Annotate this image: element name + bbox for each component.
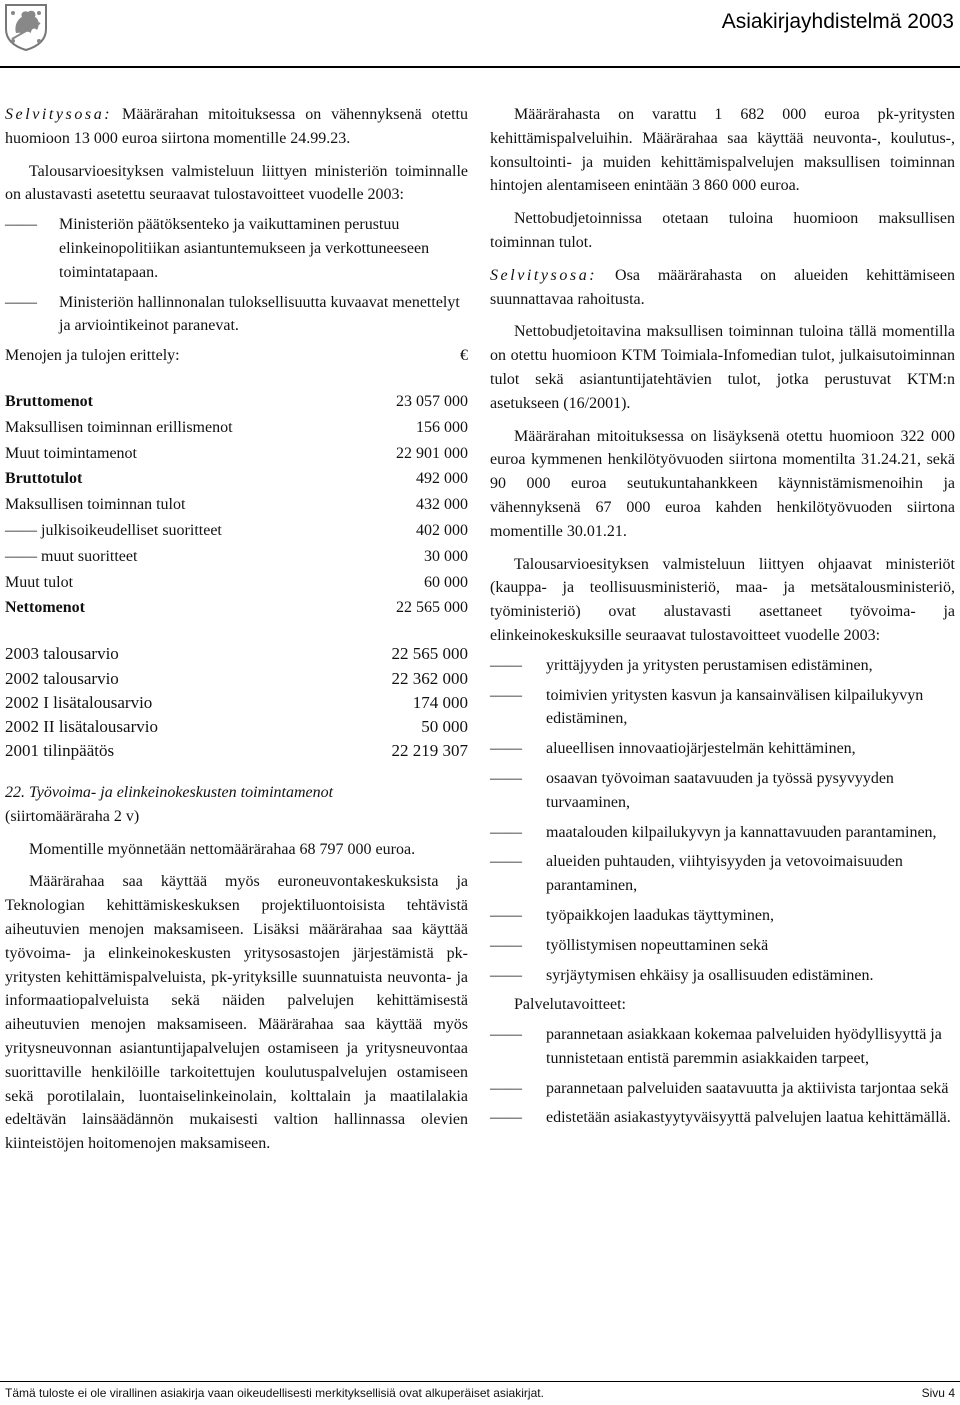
erittely-label: Bruttotulot bbox=[5, 470, 83, 488]
history-value: 50 000 bbox=[421, 716, 468, 736]
target-item: —— syrjäytymisen ehkäisy ja osallisuuden edistäminen. bbox=[490, 966, 874, 984]
target-item: —— työllistymisen nopeuttaminen sekä bbox=[490, 936, 769, 954]
service-target-item-text: edistetään asiakastyytyväisyyttä palvelujen laatua kehittämällä. bbox=[546, 1109, 951, 1127]
service-target-item: —— edistetään asiakastyytyväisyyttä palvelujen laatua kehittämällä. bbox=[490, 1109, 951, 1127]
goal-list bbox=[490, 654, 955, 994]
erittely-row bbox=[5, 442, 468, 468]
service-target-item-text: parannetaan asiakkaan kokemaa palveluiden hyödyllisyyttä ja tunnistetaan entistä paremmin asiakkaiden tarpeet, bbox=[546, 1026, 942, 1067]
coat-of-arms-logo bbox=[4, 3, 48, 51]
erittely-value: 22 565 000 bbox=[396, 599, 468, 617]
erittely-label: Muut tulot bbox=[5, 573, 74, 591]
erittely-value: 156 000 bbox=[416, 418, 468, 436]
goal-item: —— Ministeriön hallinnonalan tuloksellisuutta kuvaavat menettelyt ja arviointikeinot paranevat. bbox=[5, 293, 460, 335]
usage-paragraph: Määrärahaa saa käyttää myös euroneuvontakeskuksista ja Teknologian kehittämiskeskuksen projektiluontoisista tehtävistä aiheutuvien menojen maksamiseen. Lisäksi määrärahaa saa käyttää työvoima- ja elinkeinokeskusten yritysosastojen järjestämistä pk-yritysten kehittämispalveluista, pk-yrityksille suunnatuista neuvonta- ja informaatiopalveluista sekä näiden palvelujen kehittämisestä aiheutuvien menojen maksamiseen. Määrärahaa saa käyttää myös yritysneuvonnan asiantuntijapalvelujen ostamiseen ja yritysneuvontaa suorittaville henkilöille tarkoitettujen koulutuspalvelujen ostamiseen sekä porotilalain, luontaiselinkeinolain, kolttalain ja maatilalakia edeltävän lainsäädännön mukaisesti valtion hallinnassa olevien kiinteistöjen hoitomenojen maksamiseen. bbox=[5, 873, 468, 1153]
history-value: 22 565 000 bbox=[391, 644, 468, 664]
footer-disclaimer: Tämä tuloste ei ole virallinen asiakirja vaan oikeudellisesti merkityksellisiä ovat alkuperäiset asiakirjat. bbox=[5, 1386, 544, 1400]
selvitysosa-label: Selvitysosa: bbox=[5, 106, 113, 123]
selvitysosa-text: Määrärahan mitoituksessa on vähennyksenä otettu huomioon 13 000 euroa siirtona momentille 24.99.23. bbox=[5, 106, 468, 147]
erittely-label: Maksullisen toiminnan erillismenot bbox=[5, 418, 233, 436]
erittely-value: 60 000 bbox=[424, 573, 468, 591]
target-item-text: maatalouden kilpailukyvyn ja kannattavuuden parantaminen, bbox=[546, 823, 937, 841]
goal-item-text: Ministeriön hallinnonalan tuloksellisuutta kuvaavat menettelyt ja arviointikeinot paranevat. bbox=[59, 293, 460, 335]
page-header bbox=[0, 0, 960, 75]
erittely-row bbox=[5, 493, 468, 519]
appropriation-paragraph: Momentille myönnetään nettomäärärahaa 68 797 000 euroa. bbox=[29, 840, 416, 858]
erittely-row bbox=[5, 571, 468, 597]
target-item-text: työllistymisen nopeuttaminen sekä bbox=[546, 936, 769, 954]
palvelutavoitteet-title: Palvelutavoitteet: bbox=[514, 996, 626, 1014]
erittely-label: Nettomenot bbox=[5, 599, 85, 617]
document-title: Asiakirjayhdistelmä 2003 bbox=[721, 10, 954, 33]
selvitysosa-paragraph bbox=[5, 103, 468, 151]
erittely-value: 432 000 bbox=[416, 496, 468, 514]
reservation-paragraph: Määrärahasta on varattu 1 682 000 euroa pk-yritysten kehittämispalveluihin. Määrärahaa saa käyttää neuvonta-, koulutus-, konsultointi- ja muiden kehittämispalvelujen maksullisen toiminnan hintojen alentamiseen enintään 3 860 000 euroa. bbox=[490, 106, 955, 195]
target-item: —— yrittäjyyden ja yritysten perustamisen edistäminen, bbox=[490, 656, 873, 674]
erittely-row bbox=[5, 390, 468, 416]
section-title-text: 22. Työvoima- ja elinkeinokeskusten toimintamenot bbox=[5, 784, 334, 802]
history-label: 2002 II lisätalousarvio bbox=[5, 716, 158, 736]
tulostavoitteet-intro: Talousarvioesityksen valmisteluun liittyen ministeriön toiminnalle on alustavasti asetettu seuraavat tulostavoitteet vuodelle 2003: bbox=[5, 162, 468, 204]
service-target-item: —— parannetaan palveluiden saatavuutta ja aktiivista tarjontaa sekä bbox=[490, 1079, 949, 1097]
erittely-value: 402 000 bbox=[416, 521, 468, 539]
history-label: 2001 tilinpäätös bbox=[5, 741, 115, 761]
erittely-label: Maksullisen toiminnan tulot bbox=[5, 496, 186, 514]
erittely-value: 22 901 000 bbox=[396, 444, 468, 462]
erittely-row bbox=[5, 467, 468, 493]
target-item: —— alueiden puhtauden, viihtyisyyden ja vetovoimaisuuden parantaminen, bbox=[490, 853, 903, 895]
history-row bbox=[5, 715, 468, 739]
selvitysosa-label-2: Selvitysosa: bbox=[490, 266, 598, 284]
history-label: 2002 talousarvio bbox=[5, 668, 119, 688]
erittely-row bbox=[5, 545, 468, 571]
erittely-label: —— julkisoikeudelliset suoritteet bbox=[5, 521, 222, 539]
erittely-value: 492 000 bbox=[416, 470, 468, 488]
footer-divider bbox=[0, 1381, 960, 1382]
header-divider bbox=[0, 66, 960, 68]
target-item-text: syrjäytymisen ehkäisy ja osallisuuden edistäminen. bbox=[546, 966, 874, 984]
service-goal-list bbox=[490, 1023, 955, 1136]
selvitysosa-text-2: Osa määrärahasta on alueiden kehittämiseen suunnattavaa rahoitusta. bbox=[490, 266, 955, 308]
erittely-value: 23 057 000 bbox=[396, 392, 468, 410]
erittely-title: Menojen ja tulojen erittely: bbox=[5, 347, 180, 365]
history-value: 22 362 000 bbox=[391, 668, 468, 688]
target-item-text: alueellisen innovaatiojärjestelmän kehittäminen, bbox=[546, 740, 856, 758]
erittely-label: Bruttomenot bbox=[5, 392, 93, 410]
history-value: 22 219 307 bbox=[391, 741, 468, 761]
erittely-table bbox=[5, 390, 468, 622]
history-row bbox=[5, 666, 468, 690]
service-target-item-text: parannetaan palveluiden saatavuutta ja aktiivista tarjontaa sekä bbox=[546, 1079, 949, 1097]
ohjaus-paragraph: Talousarvioesityksen valmisteluun liittyen ohjaavat ministeriöt (kauppa- ja teollisuusministeriö, maa- ja metsätalousministeriö, työministeriö) ovat alustavasti asettaneet työvoima- ja elinkeinokeskuksille seuraavat tulostavoitteet vuodelle 2003: bbox=[490, 555, 955, 644]
history-label: 2002 I lisätalousarvio bbox=[5, 692, 153, 712]
target-item: —— osaavan työvoiman saatavuuden ja työssä pysyvyyden turvaaminen, bbox=[490, 769, 894, 811]
target-item: —— alueellisen innovaatiojärjestelmän kehittäminen, bbox=[490, 740, 856, 758]
section-title bbox=[5, 781, 468, 805]
page-number: Sivu 4 bbox=[921, 1386, 955, 1400]
history-table bbox=[5, 642, 468, 763]
page-footer bbox=[5, 1386, 955, 1400]
service-target-item: —— parannetaan asiakkaan kokemaa palveluiden hyödyllisyyttä ja tunnistetaan entistä paremmin asiakkaiden tarpeet, bbox=[490, 1026, 942, 1067]
target-item-text: toimivien yritysten kasvun ja kansainvälisen kilpailukyvyn edistäminen, bbox=[546, 686, 924, 728]
currency-label: € bbox=[460, 347, 468, 365]
section-subtitle: (siirtomääräraha 2 v) bbox=[5, 807, 140, 825]
target-item-text: osaavan työvoiman saatavuuden ja työssä pysyvyyden turvaaminen, bbox=[546, 769, 894, 811]
target-item: —— maatalouden kilpailukyvyn ja kannattavuuden parantaminen, bbox=[490, 823, 937, 841]
left-column bbox=[5, 103, 468, 1156]
history-row bbox=[5, 691, 468, 715]
history-row bbox=[5, 642, 468, 666]
erittely-label: —— muut suoritteet bbox=[5, 547, 138, 565]
goal-item-text: Ministeriön päätöksenteko ja vaikuttaminen perustuu elinkeinopolitiikan asiantuntemukseen ja verkottuneeseen toimintatapaan. bbox=[59, 216, 430, 281]
erittely-row bbox=[5, 596, 468, 622]
erittely-heading bbox=[5, 344, 468, 368]
target-item: —— työpaikkojen laadukas täyttyminen, bbox=[490, 906, 774, 924]
history-label: 2003 talousarvio bbox=[5, 644, 119, 664]
target-item: —— toimivien yritysten kasvun ja kansainvälisen kilpailukyvyn edistäminen, bbox=[490, 686, 924, 728]
target-item-text: työpaikkojen laadukas täyttyminen, bbox=[546, 906, 774, 924]
erittely-row bbox=[5, 519, 468, 545]
income-paragraph: Nettobudjetoitavina maksullisen toiminnan tuloina tällä momentilla on otettu huomioon KTM Toimiala-Infomedian tulot, julkaisutoiminnan tulot sekä asiantuntijatehtävien tulot, jotka perustuvat KTM:n asetukseen (16/2001). bbox=[490, 323, 955, 412]
erittely-value: 30 000 bbox=[424, 547, 468, 565]
right-column bbox=[490, 103, 955, 1136]
target-item-text: alueiden puhtauden, viihtyisyyden ja vetovoimaisuuden parantaminen, bbox=[546, 853, 903, 895]
mitoitus-paragraph: Määrärahan mitoituksessa on lisäyksenä otettu huomioon 322 000 euroa kymmenen henkilötyövuoden siirtona momentilta 31.24.21, sekä 90 000 euroa seutukuntahankkeen käynnistämismenoihin ja vähennyksenä 67 000 euroa kahden henkilötyövuoden siirtona momentille 30.01.21. bbox=[490, 427, 955, 540]
history-value: 174 000 bbox=[412, 692, 468, 712]
history-row bbox=[5, 739, 468, 763]
goal-item: —— Ministeriön päätöksenteko ja vaikuttaminen perustuu elinkeinopolitiikan asiantuntemukseen ja verkottuneeseen toimintatapaan. bbox=[5, 216, 430, 281]
target-item-text: yrittäjyyden ja yritysten perustamisen edistäminen, bbox=[546, 656, 873, 674]
erittely-row bbox=[5, 416, 468, 442]
netto-paragraph: Nettobudjetoinnissa otetaan tuloina huomioon maksullisen toiminnan tulot. bbox=[490, 210, 955, 251]
selvitysosa-paragraph-2 bbox=[490, 264, 955, 312]
erittely-label: Muut toimintamenot bbox=[5, 444, 137, 462]
